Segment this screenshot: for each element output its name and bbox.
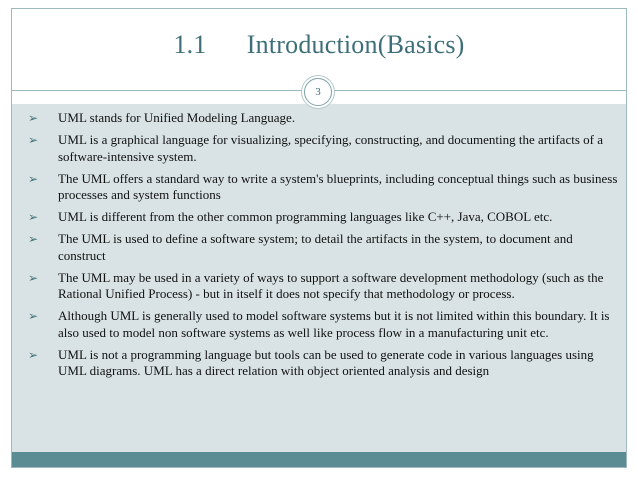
arrow-bullet-icon: ➢ <box>28 232 39 246</box>
arrow-bullet-icon: ➢ <box>28 133 39 147</box>
bullet-text: UML is not a programming language but tools can be used to generate code in various languages using UML diagrams. UML has a direct relation with object oriented analysis and design <box>58 346 594 378</box>
arrow-bullet-icon: ➢ <box>28 111 39 125</box>
bullet-text: The UML offers a standard way to write a system's blueprints, including conceptual things such as business processes and system functions <box>58 170 618 202</box>
bullet-text: Although UML is generally used to model software systems but it is not limited within this boundary. It is also used to model non software systems as well like process flow in a manufacturing unit etc. <box>58 308 610 340</box>
bullet-item <box>22 110 622 127</box>
bullet-item <box>22 209 622 226</box>
bullet-item <box>22 308 622 341</box>
bullet-item <box>22 347 622 380</box>
bullet-text: UML is a graphical language for visualizing, specifying, constructing, and documenting the artifacts of a software-intensive system. <box>58 132 603 164</box>
bullet-item <box>22 270 622 303</box>
content-panel <box>12 104 626 452</box>
bullet-text: UML is different from the other common programming languages like C++, Java, COBOL etc. <box>58 209 553 224</box>
arrow-bullet-icon: ➢ <box>28 270 39 285</box>
bullet-item <box>22 171 622 204</box>
bullet-item <box>22 231 622 264</box>
slide-title <box>0 30 638 60</box>
arrow-bullet-icon: ➢ <box>28 309 39 323</box>
bullet-text: The UML may be used in a variety of ways to support a software development methodology (such as the Rational Unified Process) - but in itself it does not specify that methodology or process. <box>58 269 604 301</box>
bullet-item <box>22 132 622 165</box>
arrow-bullet-icon: ➢ <box>28 210 39 224</box>
bullet-list <box>22 110 622 385</box>
bullet-text: The UML is used to define a software system; to detail the artifacts in the system, to document and construct <box>58 231 573 263</box>
arrow-bullet-icon: ➢ <box>28 347 39 362</box>
section-number: 1.1 <box>173 30 207 59</box>
bottom-band <box>12 452 626 467</box>
bullet-text: UML stands for Unified Modeling Language. <box>58 110 296 125</box>
arrow-bullet-icon: ➢ <box>28 171 39 186</box>
page-number-badge: 3 <box>304 78 332 106</box>
title-text: Introduction(Basics) <box>246 30 465 59</box>
